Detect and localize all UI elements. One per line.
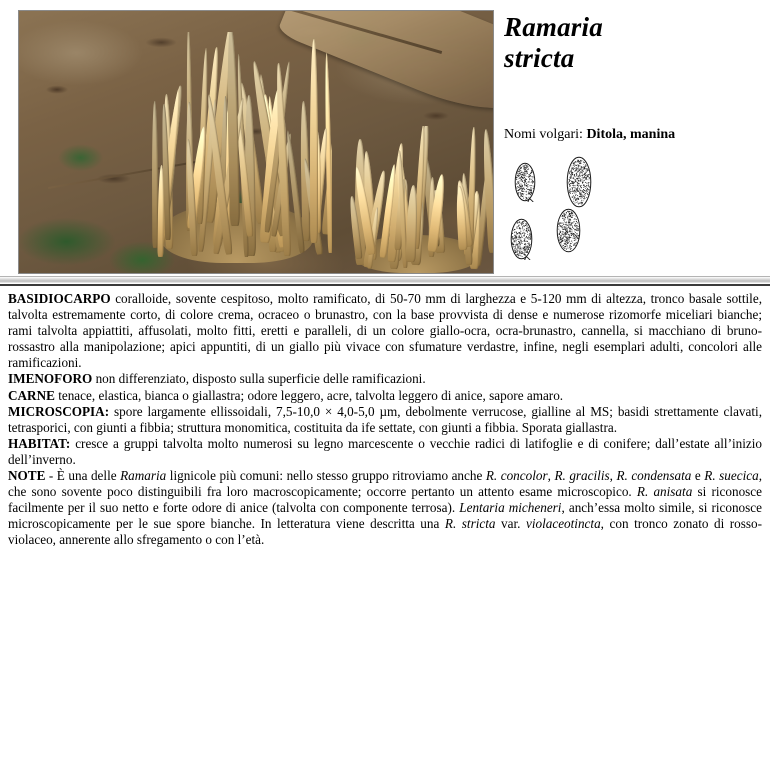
section-body: cresce a gruppi talvolta molto numerosi su legno marcescente o vecchie radici di latifoglie e di conifere; dall’estate all’inizio dell’inverno. — [8, 435, 762, 467]
section-body: coralloide, sovente cespitoso, molto ramificato, di 50-70 mm di larghezza e 5-120 mm di altezza, tronco basale sottile, talvolta estremamente corto, di colore crema, ocraceo o brunastro, con la base provvista di dense e numerose rizomorfe miceliari bianche; rami talvolta appiattiti, affusolati, molto fitti, eretti e paralleli, di un colore giallo-ocra, ocra-brunastro, cannella, si macchiano di bruno-rossastro alla manipolazione; apici appuntiti, di un giallo più vivace con sfumature verdastre, infine, negli esemplari adulti, concolori alle ramificazioni. — [8, 291, 762, 371]
note-text: , anch’essa molto simile, si riconosce microscopicamente per le sue spore bianche. In letteratura viene descritta una — [8, 500, 762, 532]
note-scientific-name: R. anisata — [636, 484, 693, 500]
species-epithet: stricta — [504, 43, 575, 73]
section-lead: CARNE — [8, 387, 55, 403]
note-lead: NOTE — [8, 468, 46, 484]
section-lead: HABITAT: — [8, 435, 71, 451]
section-lead: IMENOFORO — [8, 371, 93, 387]
section-note — [8, 468, 762, 548]
note-text: , che sono sovente poco distinguibili fra loro macroscopicamente; occorre pertanto un attento esame microscopico. — [8, 468, 763, 500]
species-photograph — [18, 10, 494, 274]
coral-fungus-secondary-clump — [341, 126, 493, 273]
title-column — [504, 12, 762, 276]
note-text: , — [547, 468, 555, 484]
spore-upper-left — [514, 162, 536, 207]
note-scientific-name: violaceotincta — [525, 516, 601, 532]
divider-band — [0, 276, 770, 283]
fungus-branch — [310, 39, 318, 243]
note-text: , — [609, 468, 617, 484]
note-text: si riconosce facilmente per il suo netto e forte odore di anice (talvolta con componente terrosa). — [8, 484, 763, 516]
section-lead: BASIDIOCARPO — [8, 291, 111, 306]
note-scientific-name: Ramaria — [120, 468, 167, 484]
species-genus: Ramaria — [504, 12, 603, 42]
note-text: - È una delle — [45, 468, 121, 484]
section-body: tenace, elastica, bianca o giallastra; odore leggero, acre, talvolta leggero di anice, sapore amaro. — [54, 387, 564, 403]
note-scientific-name: Lentaria micheneri — [459, 500, 562, 516]
coral-fungus-main-clump — [142, 32, 332, 263]
spore-lower-right — [556, 208, 581, 258]
divider-rule — [0, 284, 770, 286]
section-microscopia — [8, 404, 762, 436]
note-scientific-name: R. suecica — [704, 468, 759, 484]
common-names — [504, 126, 762, 144]
section-imenoforo — [8, 371, 762, 387]
section-carne — [8, 388, 762, 404]
note-scientific-name: R. gracilis — [554, 468, 610, 484]
spore-illustration-plate — [504, 156, 714, 276]
species-name — [504, 12, 762, 74]
note-text: var. — [495, 516, 526, 532]
note-text: lignicole più comuni: nello stesso gruppo ritroviamo anche — [166, 468, 486, 484]
description-text — [8, 291, 762, 549]
note-text: e — [691, 468, 705, 484]
spore-lower-left — [510, 218, 533, 265]
header-section — [0, 0, 770, 277]
spore-upper-right — [566, 156, 592, 213]
section-basidiocarpo — [8, 291, 762, 371]
section-body: spore largamente ellissoidali, 7,5-10,0 × 4,0-5,0 µm, debolmente verrucose, gialline al MS; basidi strettamente clavati, tetrasporici, con giunti a fibbia; struttura monomitica, costituita da ife settate, con giunti a fibbia. Sporata giallastra. — [8, 403, 762, 435]
note-scientific-name: R. stricta — [444, 516, 496, 532]
note-text: , con tronco zonato di rosso-violaceo, annerente allo sfregamento o con l’età. — [8, 516, 763, 548]
note-scientific-name: R. condensata — [616, 468, 692, 484]
common-names-value: Ditola, manina — [586, 127, 676, 142]
section-divider — [0, 276, 770, 288]
section-lead: MICROSCOPIA: — [8, 403, 110, 419]
common-names-label: Nomi volgari: — [504, 127, 583, 142]
section-body: non differenziato, disposto sulla superficie delle ramificazioni. — [92, 371, 426, 387]
section-habitat — [8, 436, 762, 468]
note-scientific-name: R. concolor — [485, 468, 548, 484]
